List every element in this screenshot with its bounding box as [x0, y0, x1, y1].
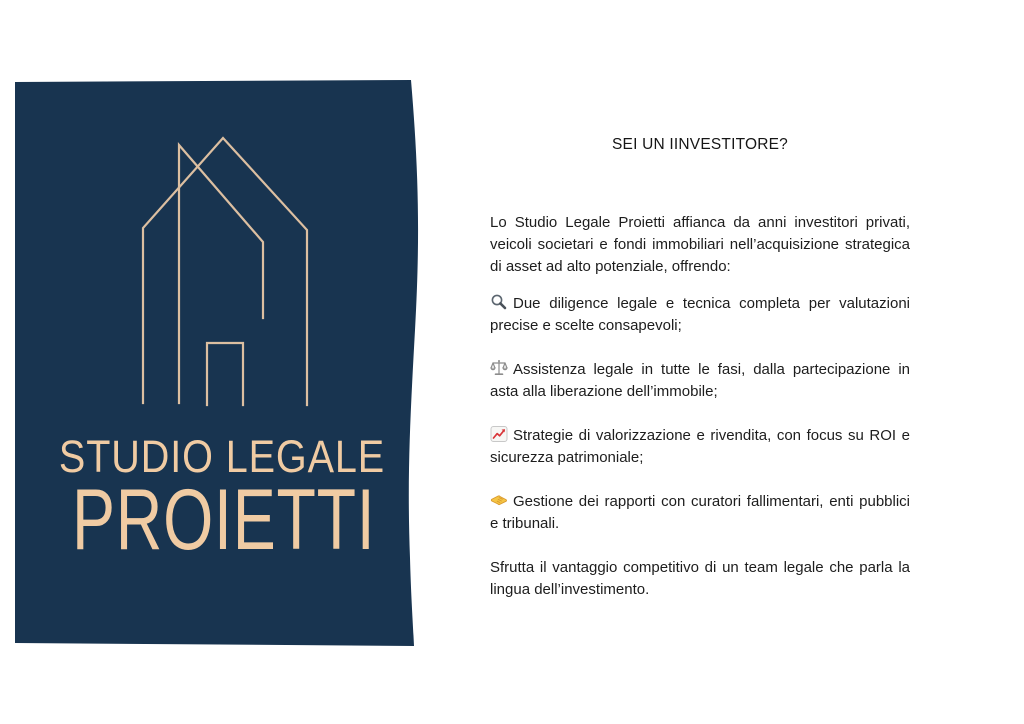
brand-name-line1: STUDIO LEGALE [58, 431, 386, 482]
page-title: SEI UN IINVESTITORE? [612, 136, 788, 153]
bullet-due-diligence [490, 293, 910, 337]
scales-of-justice-icon [490, 359, 508, 377]
bullet-gestione-rapporti-text: Gestione dei rapporti con curatori fallimentari, enti pubblici e tribunali. [490, 493, 910, 532]
magnifier-icon [490, 293, 508, 311]
bullet-strategie [490, 425, 910, 469]
handshake-icon [490, 491, 508, 509]
bullet-due-diligence-text: Due diligence legale e tecnica completa per valutazioni precise e scelte consapevoli; [490, 295, 910, 334]
intro-paragraph: Lo Studio Legale Proietti affianca da anni investitori privati, veicoli societari e fondi immobiliari nell’acquisizione strategica di asset ad alto potenziale, offrendo: [490, 214, 910, 275]
bullet-assistenza-legale [490, 359, 910, 403]
bullet-assistenza-legale-text: Assistenza legale in tutte le fasi, dalla partecipazione in asta alla liberazione dell’immobile; [490, 361, 910, 400]
bullet-gestione-rapporti [490, 491, 910, 535]
brand-name-line2: PROIETTI [72, 472, 376, 568]
chart-increasing-icon [490, 425, 508, 443]
content-column [490, 0, 910, 724]
closing-paragraph: Sfrutta il vantaggio competitivo di un team legale che parla la lingua dell’investimento. [490, 559, 910, 598]
bullet-strategie-text: Strategie di valorizzazione e rivendita, con focus su ROI e sicurezza patrimoniale; [490, 427, 910, 466]
